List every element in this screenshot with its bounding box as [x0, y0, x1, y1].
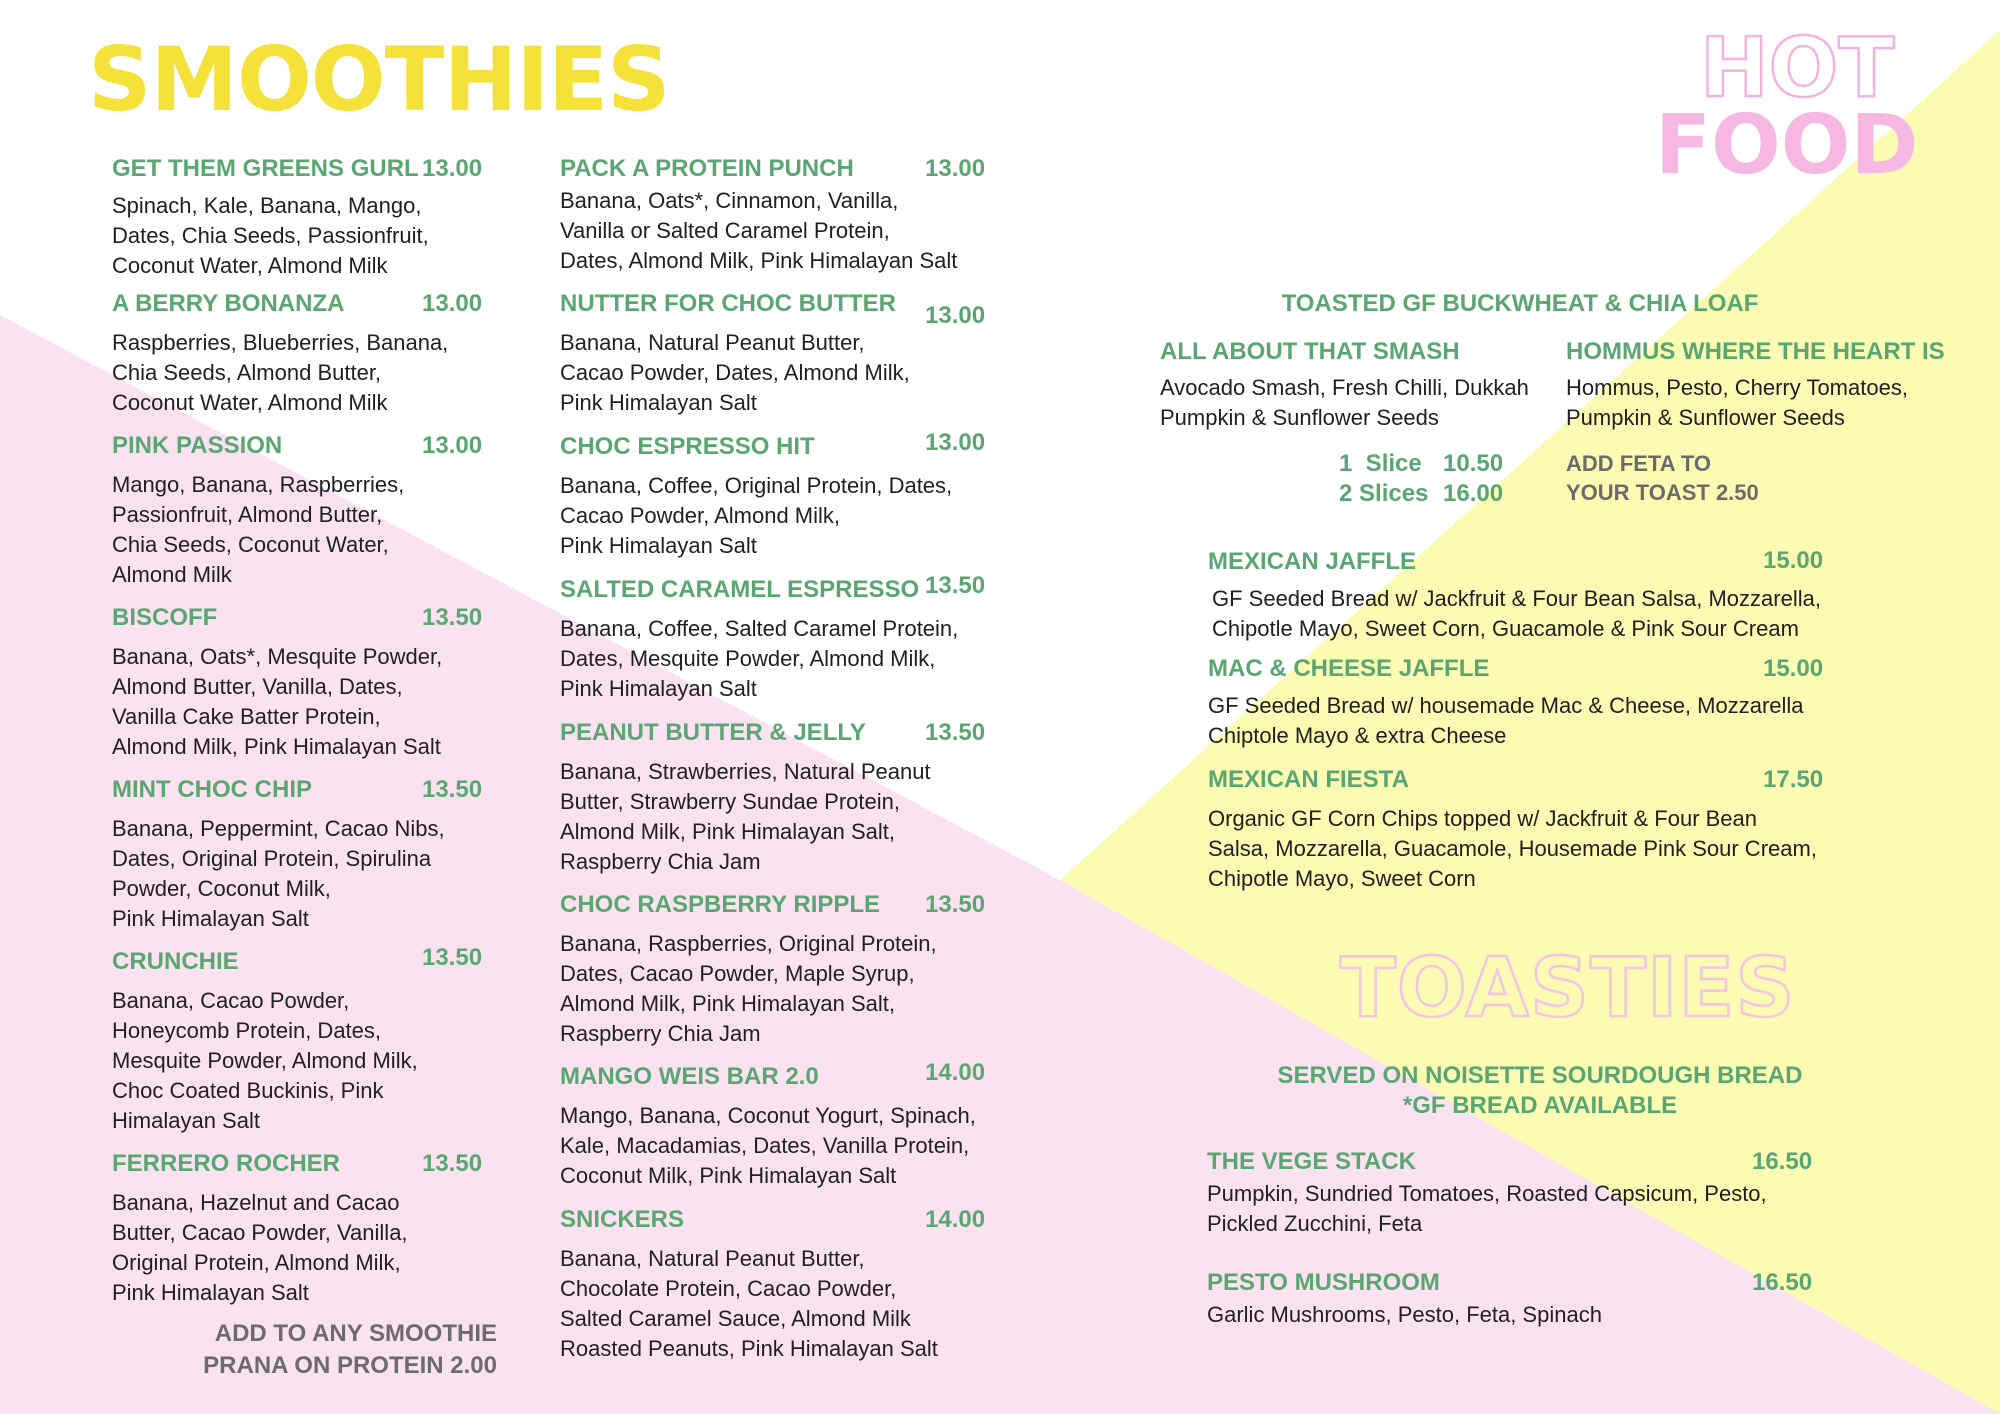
- slice-price: 10.50: [1443, 450, 1504, 477]
- menu-item: [560, 1059, 1000, 1191]
- item-price: 13.00: [422, 290, 483, 317]
- item-description: Banana, Cacao Powder, Honeycomb Protein, Dates, Mesquite Powder, Almond Milk, Choc Coated Buckinis, Pink Himalayan Salt: [112, 987, 418, 1133]
- smoothie-addon-note: ADD TO ANY SMOOTHIE PRANA ON PROTEIN 2.00: [203, 1320, 497, 1379]
- item-description: Spinach, Kale, Banana, Mango, Dates, Chia Seeds, Passionfruit, Coconut Water, Almond Milk: [112, 192, 429, 278]
- hot-title: HOT: [1700, 21, 1895, 116]
- menu-item: [560, 1206, 1000, 1364]
- item-price: 13.00: [925, 155, 986, 182]
- menu-item: [1207, 1148, 1827, 1239]
- item-name: BISCOFF: [112, 604, 218, 631]
- menu-item: [1208, 655, 1828, 751]
- menu-item: [560, 290, 1000, 418]
- item-description: Banana, Coffee, Salted Caramel Protein, Dates, Mesquite Powder, Almond Milk, Pink Himalayan Salt: [560, 615, 959, 701]
- item-name: HOMMUS WHERE THE HEART IS: [1566, 338, 1945, 365]
- item-name: NUTTER FOR CHOC BUTTER: [560, 290, 896, 317]
- item-name: MAC & CHEESE JAFFLE: [1208, 655, 1490, 682]
- item-name: SALTED CARAMEL ESPRESSO: [560, 576, 920, 603]
- item-name: CHOC ESPRESSO HIT: [560, 433, 815, 460]
- menu-item: [560, 429, 1000, 561]
- item-price: 13.00: [422, 432, 483, 459]
- item-description: GF Seeded Bread w/ housemade Mac & Cheese, Mozzarella Chiptole Mayo & extra Cheese: [1208, 692, 1804, 748]
- item-price: 16.50: [1752, 1148, 1813, 1175]
- item-description: Hommus, Pesto, Cherry Tomatoes, Pumpkin & Sunflower Seeds: [1566, 374, 1908, 430]
- menu-item-smash: [1160, 338, 1560, 433]
- item-price: 13.00: [925, 429, 986, 456]
- item-price: 17.50: [1763, 766, 1824, 793]
- item-name: MANGO WEIS BAR 2.0: [560, 1063, 819, 1090]
- item-name: FERRERO ROCHER: [112, 1150, 341, 1177]
- item-description: Banana, Natural Peanut Butter, Chocolate Protein, Cacao Powder, Salted Caramel Sauce, Almond Milk Roasted Peanuts, Pink Himalayan Salt: [560, 1245, 938, 1361]
- slice-label: 1 Slice: [1339, 450, 1422, 477]
- slice-row: [1339, 479, 1503, 509]
- item-price: 13.50: [925, 572, 986, 599]
- item-description: Mango, Banana, Raspberries, Passionfruit, Almond Butter, Chia Seeds, Coconut Water, Almond Milk: [112, 471, 405, 587]
- item-description: Banana, Coffee, Original Protein, Dates, Cacao Powder, Almond Milk, Pink Himalayan Salt: [560, 472, 953, 558]
- item-price: 13.50: [925, 719, 986, 746]
- item-name: MINT CHOC CHIP: [112, 776, 312, 803]
- item-name: MEXICAN FIESTA: [1208, 766, 1409, 793]
- menu-item: [112, 290, 483, 418]
- item-description: Organic GF Corn Chips topped w/ Jackfruit & Four Bean Salsa, Mozzarella, Guacamole, Housemade Pink Sour Cream, Chipotle Mayo, Sweet Corn: [1208, 805, 1817, 891]
- menu-item: [560, 719, 1000, 877]
- menu-item: [112, 432, 483, 590]
- menu-item: [1207, 1269, 1827, 1330]
- item-price: 16.50: [1752, 1269, 1813, 1296]
- item-description: Banana, Raspberries, Original Protein, Dates, Cacao Powder, Maple Syrup, Almond Milk, Pink Himalayan Salt, Raspberry Chia Jam: [560, 930, 937, 1046]
- menu-item: [112, 1150, 483, 1308]
- item-description: Avocado Smash, Fresh Chilli, Dukkah Pumpkin & Sunflower Seeds: [1160, 374, 1529, 430]
- menu-item: [112, 944, 483, 1136]
- item-description: Banana, Natural Peanut Butter, Cacao Powder, Dates, Almond Milk, Pink Himalayan Salt: [560, 329, 910, 415]
- item-description: Garlic Mushrooms, Pesto, Feta, Spinach: [1207, 1301, 1602, 1327]
- item-price: 13.50: [422, 776, 483, 803]
- item-price: 13.00: [422, 155, 483, 182]
- menu-item: [1208, 548, 1828, 644]
- item-name: ALL ABOUT THAT SMASH: [1160, 338, 1460, 365]
- slice-row: [1339, 449, 1503, 479]
- item-name: PACK A PROTEIN PUNCH: [560, 155, 854, 182]
- item-description: GF Seeded Bread w/ Jackfruit & Four Bean Salsa, Mozzarella, Chipotle Mayo, Sweet Corn, Guacamole & Pink Sour Cream: [1212, 585, 1821, 641]
- item-description: Banana, Oats*, Mesquite Powder, Almond Butter, Vanilla, Dates, Vanilla Cake Batter Protein, Almond Milk, Pink Himalayan Salt: [112, 643, 443, 759]
- item-description: Raspberries, Blueberries, Banana, Chia Seeds, Almond Butter, Coconut Water, Almond Milk: [112, 329, 449, 415]
- item-price: 13.50: [925, 891, 986, 918]
- menu-item: [1208, 766, 1828, 894]
- item-description: Pumpkin, Sundried Tomatoes, Roasted Capsicum, Pesto, Pickled Zucchini, Feta: [1207, 1180, 1767, 1236]
- item-price: 13.50: [422, 1150, 483, 1177]
- item-name: MEXICAN JAFFLE: [1208, 548, 1417, 575]
- menu-item: [112, 155, 483, 281]
- menu-item: [560, 891, 1000, 1049]
- item-name: THE VEGE STACK: [1207, 1148, 1416, 1175]
- item-description: Banana, Oats*, Cinnamon, Vanilla, Vanilla or Salted Caramel Protein, Dates, Almond Milk, Pink Himalayan Salt: [560, 187, 958, 273]
- menu-item: [112, 604, 483, 762]
- item-price: 13.50: [422, 604, 483, 631]
- item-price: 15.00: [1763, 547, 1824, 574]
- item-price: 13.00: [925, 302, 986, 329]
- item-name: CRUNCHIE: [112, 948, 239, 975]
- menu-item: [112, 776, 483, 934]
- slice-price: 16.00: [1443, 480, 1504, 507]
- item-name: A BERRY BONANZA: [112, 290, 345, 317]
- item-name: GET THEM GREENS GURL: [112, 155, 419, 182]
- item-price: 14.00: [925, 1059, 986, 1086]
- item-name: PEANUT BUTTER & JELLY: [560, 719, 866, 746]
- slice-prices: [1339, 449, 1503, 509]
- item-description: Banana, Strawberries, Natural Peanut Butter, Strawberry Sundae Protein, Almond Milk, Pink Himalayan Salt, Raspberry Chia Jam: [560, 758, 931, 874]
- item-description: Banana, Hazelnut and Cacao Butter, Cacao Powder, Vanilla, Original Protein, Almond Milk, Pink Himalayan Salt: [112, 1189, 408, 1305]
- item-price: 14.00: [925, 1206, 986, 1233]
- item-name: SNICKERS: [560, 1206, 685, 1233]
- item-name: CHOC RASPBERRY RIPPLE: [560, 891, 881, 918]
- smoothies-title: SMOOTHIES: [88, 28, 670, 131]
- menu-item-hommus: [1566, 338, 1986, 433]
- toasties-heading: SERVED ON NOISETTE SOURDOUGH BREAD *GF BREAD AVAILABLE: [1277, 1062, 1803, 1119]
- item-price: 15.00: [1763, 655, 1824, 682]
- food-title: FOOD: [1655, 98, 1919, 193]
- loaf-heading: TOASTED GF BUCKWHEAT & CHIA LOAF: [1281, 290, 1759, 317]
- item-name: PESTO MUSHROOM: [1207, 1269, 1440, 1296]
- item-description: Mango, Banana, Coconut Yogurt, Spinach, Kale, Macadamias, Dates, Vanilla Protein, Coconut Milk, Pink Himalayan Salt: [560, 1102, 976, 1188]
- menu-item: [560, 155, 1000, 276]
- slice-label: 2 Slices: [1339, 480, 1429, 507]
- feta-note: ADD FETA TO YOUR TOAST 2.50: [1566, 451, 1759, 505]
- menu-item: [560, 572, 1000, 704]
- item-description: Banana, Peppermint, Cacao Nibs, Dates, Original Protein, Spirulina Powder, Coconut Milk, Pink Himalayan Salt: [112, 815, 445, 931]
- toasties-title: TOASTIES: [1340, 941, 1796, 1036]
- item-price: 13.50: [422, 944, 483, 971]
- item-name: PINK PASSION: [112, 432, 283, 459]
